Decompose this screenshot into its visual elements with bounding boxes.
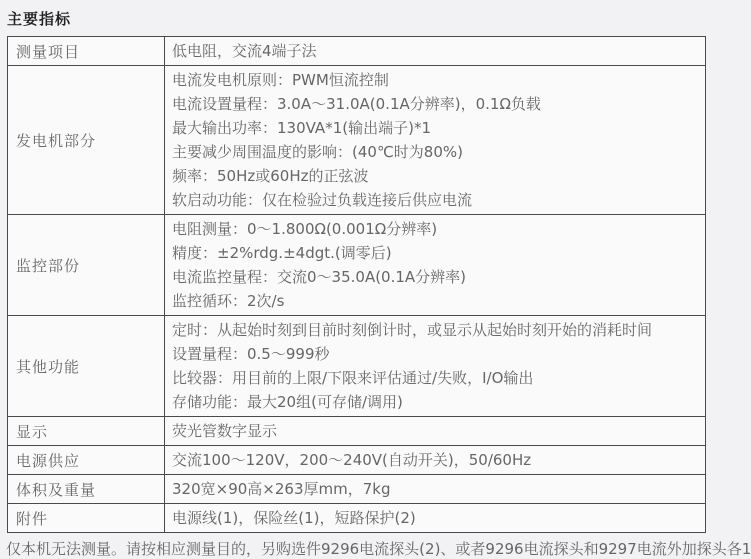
spec-line: 精度：±2%rdg.±4dgt.(调零后) [172, 244, 392, 262]
spec-label: 体积及重量 [8, 475, 165, 504]
table-row [8, 504, 706, 533]
spec-value [165, 37, 706, 66]
page-title: 主要指标 [7, 10, 72, 28]
spec-line: 设置量程：0.5～999秒 [172, 345, 330, 363]
table-row [8, 417, 706, 446]
spec-line: 电源线(1)，保险丝(1)，短路保护(2) [172, 509, 416, 527]
spec-label: 其他功能 [8, 316, 165, 417]
spec-line: 电流发电机原则：PWM恒流控制 [172, 71, 389, 89]
table-row [8, 215, 706, 316]
spec-line: 最大输出功率：130VA*1(输出端子)*1 [172, 119, 431, 137]
spec-line: 存储功能：最大20组(可存储/调用) [172, 393, 403, 411]
spec-value [165, 417, 706, 446]
table-row [8, 66, 706, 215]
spec-line: 低电阻，交流4端子法 [172, 42, 317, 60]
spec-line: 主要减少周围温度的影响：(40℃时为80%) [172, 143, 463, 161]
spec-line: 定时：从起始时刻到目前时刻倒计时，或显示从起始时刻开始的消耗时间 [172, 321, 653, 339]
spec-label: 发电机部分 [8, 66, 165, 215]
spec-label: 监控部份 [8, 215, 165, 316]
spec-line: 监控循环：2次/s [172, 292, 285, 310]
spec-label: 显示 [8, 417, 165, 446]
spec-line: 交流100～120V，200～240V(自动开关)，50/60Hz [172, 451, 532, 469]
spec-label: 测量项目 [8, 37, 165, 66]
spec-label: 电源供应 [8, 446, 165, 475]
spec-line: 电阻测量：0～1.800Ω(0.001Ω分辨率) [172, 220, 438, 238]
spec-line: 频率：50Hz或60Hz的正弦波 [172, 167, 369, 185]
spec-line: 电流设置量程：3.0A～31.0A(0.1A分辨率)，0.1Ω负载 [172, 95, 541, 113]
table-row [8, 475, 706, 504]
table-row [8, 446, 706, 475]
spec-label: 附件 [8, 504, 165, 533]
spec-value [165, 475, 706, 504]
spec-line: 比较器：用目前的上限/下限来评估通过/失败，I/O输出 [172, 369, 534, 387]
spec-line: 荧光管数字显示 [172, 422, 278, 440]
footnote: 仅本机无法测量。请按相应测量目的，另购选件9296电流探头(2)、或者9296电流探头和9297电流外加探头各1 [6, 540, 751, 558]
spec-line: 软启动功能：仅在检验过负载连接后供应电流 [172, 191, 473, 209]
table-row [8, 316, 706, 417]
spec-value [165, 66, 706, 215]
spec-value [165, 316, 706, 417]
spec-value [165, 504, 706, 533]
table-row [8, 37, 706, 66]
spec-value [165, 215, 706, 316]
spec-table-body [8, 37, 706, 533]
spec-table [7, 36, 706, 533]
spec-line: 电流监控量程：交流0～35.0A(0.1A分辨率) [172, 268, 467, 286]
spec-line: 320宽×90高×263厚mm，7kg [172, 480, 391, 498]
spec-value [165, 446, 706, 475]
